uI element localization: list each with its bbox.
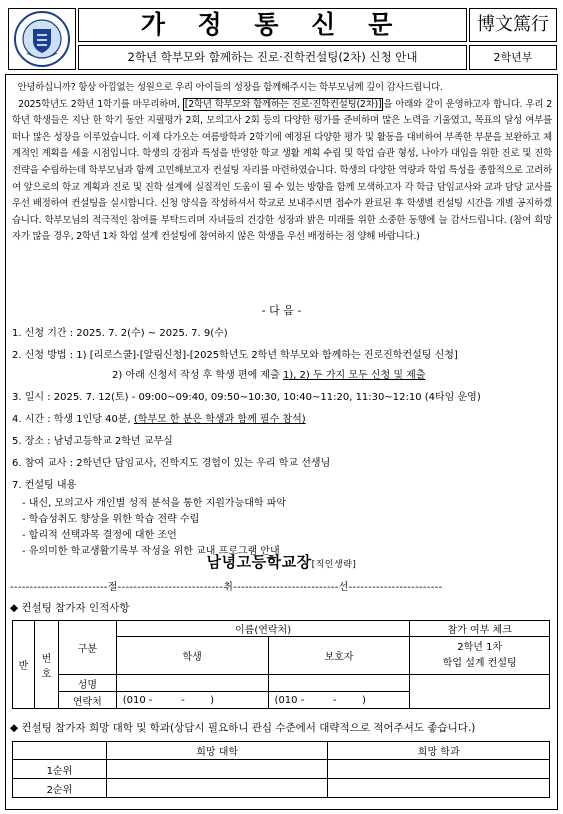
school-logo	[8, 8, 76, 70]
content-bullet: - 내신, 모의고사 개인별 성적 분석을 통한 지원가능대학 파악	[22, 498, 287, 509]
notice-subtitle: 2학년 학부모와 함께하는 진로·진학컨설팅(2차) 신청 안내	[78, 45, 467, 70]
rank-label: 2순위	[13, 779, 107, 798]
intro-text	[12, 80, 552, 246]
univ-field-1[interactable]	[106, 760, 328, 779]
item-method: 2. 신청 방법 : 1) [리로스쿨]-[알림신청]-[2025학년도 2학년 학부모와 함께하는 진로진학컨설팅 신청]	[12, 350, 458, 361]
header-class: 반	[13, 621, 35, 709]
item-content: 7. 컨설팅 내용	[12, 480, 77, 491]
form2-title: ◆ 컨설팅 참가자 희망 대학 및 학과(상담시 필요하니 관심 수준에서 대략적으로 적어주셔도 좋습니다.)	[10, 722, 476, 734]
check-field[interactable]	[410, 675, 550, 709]
header-student: 학생	[116, 637, 268, 675]
parent-phone-field[interactable]: (010 - - )	[268, 692, 410, 709]
content-bullet: - 합리적 선택과목 결정에 대한 조언	[22, 530, 177, 541]
cut-line: -------------------------절---------------------------취---------------------------선------------------------	[10, 582, 443, 593]
program-name-box: [2학년 학부모와 함께하는 진로·진학컨설팅(2차)]	[184, 98, 382, 110]
item-time-text: 4. 시간 : 학생 1인당 40분,	[12, 414, 134, 425]
item-time-emph: (학부모 한 분은 학생과 함께 필수 참석)	[133, 414, 306, 425]
item-time	[12, 410, 306, 425]
student-name-field[interactable]	[116, 675, 268, 692]
item-teachers: 6. 참여 교사 : 2학년단 담임교사, 진학지도 경험이 있는 우리 학교 선생님	[12, 458, 331, 469]
greeting: 안녕하십니까? 항상 아낌없는 성원으로 우리 아이들의 성장을 함께해주시는 학부모님께 깊이 감사드립니다.	[17, 82, 443, 93]
item-method-2	[112, 366, 426, 381]
school-motto: 博文篤行	[469, 8, 557, 42]
page-title: 가 정 통 신 문	[78, 8, 467, 42]
header-check-sub: 2학년 1차 학업 설계 컨설팅	[410, 637, 550, 675]
header-parent: 보호자	[268, 637, 410, 675]
header-univ: 희망 대학	[106, 742, 328, 760]
rank-label: 1순위	[13, 760, 107, 779]
header-check: 참가 여부 체크	[410, 621, 550, 637]
major-field-2[interactable]	[328, 779, 550, 798]
item-method-2-text: 2) 아래 신청서 작성 후 학생 편에 제출	[112, 370, 283, 381]
participant-info-table	[12, 620, 550, 709]
notice-divider: - 다 음 -	[261, 304, 302, 317]
intro-body-start: 2025학년도 2학년 1학기를 마무리하며,	[18, 98, 183, 110]
form1-title: ◆ 컨설팅 참가자 인적사항	[10, 602, 130, 614]
seal-note: [직인생략]	[311, 560, 357, 570]
row-name-label: 성명	[58, 675, 116, 692]
signature	[0, 551, 563, 572]
item-method-2-emph: 1), 2) 두 가지 모두 신청 및 제출	[282, 370, 426, 381]
item-period: 1. 신청 기간 : 2025. 7. 2(수) ~ 2025. 7. 9(수)	[12, 328, 228, 339]
univ-field-2[interactable]	[106, 779, 328, 798]
header	[8, 8, 557, 70]
header-major: 희망 학과	[328, 742, 550, 760]
item-place: 5. 장소 : 남녕고등학교 2학년 교무실	[12, 436, 173, 447]
intro-body: 을 아래와 같이 운영하고자 합니다. 우리 2학년 학생들은 지난 한 학기 동안 지필평가 2회, 모의고사 2회 등의 다양한 평가를 준비하며 많은 노력을 기울였고, 목표의 달성 여부를 떠나 많은 성장을 이루었습니다. 이제 다가오는 여름방학과 2학기에 예정된 다양한 평가 및 활동을 대비하여 부족한 부분을 보완하고 체계적인 계획을 세울 시점입니다. 학생의 강점과 특성을 반영한 학교 생활 계획 수립 및 학업 습관 형성, 나아가 대입을 위한 진로 및 진학 전략을 수립하는데 학부모님과 함께 고민해보고자 컨설팅 자리를 마련하였습니다. 학생의 다양한 역량과 학업 특성을 종합적으로 고려하여 앞으로의 학교 계획과 진로 및 진학 설계에 실질적인 도움이 될 수 있는 방향을 함께 모색하고자 각 학급 담임교사와 교과 담당 교사를 우선 배정하여 컨설팅을 실시합니다. 신청 양식을 작성하셔서 학교로 보내주시면 접수가 완료된 후 학생별 컨설팅 시간을 개별 공지하겠습니다. 학부모님의 적극적인 참여를 부탁드리며 자녀들의 건강한 성장과 밝은 미래를 위한 소중한 동행에 늘 감사드립니다. (참여 희망자가 많을 경우, 2학년 1차 학업 설계 컨설팅에 참여하지 않은 학생을 우선 배정하는 점 양해 바랍니다.)	[12, 98, 552, 243]
hope-univ-table	[12, 741, 550, 798]
content-bullet: - 학습성취도 향상을 위한 학습 전략 수립	[22, 514, 200, 525]
department-label: 2학년부	[469, 45, 557, 70]
corner-cell	[13, 742, 107, 760]
header-name: 이름(연락처)	[116, 621, 410, 637]
major-field-1[interactable]	[328, 760, 550, 779]
content-bullet: - 유의미한 학교생활기록부 작성을 위한 교내 프로그램 안내	[22, 546, 280, 557]
header-number: 번 호	[34, 621, 58, 709]
parent-name-field[interactable]	[268, 675, 410, 692]
item-date: 3. 일시 : 2025. 7. 12(토) - 09:00~09:40, 09:50~10:30, 10:40~11:20, 11:30~12:10 (4타임 운영)	[12, 392, 481, 403]
principal-name: 남녕고등학교장	[206, 553, 312, 571]
header-category: 구분	[58, 621, 116, 675]
row-phone-label: 연락처	[58, 692, 116, 709]
student-phone-field[interactable]: (010 - - )	[116, 692, 268, 709]
